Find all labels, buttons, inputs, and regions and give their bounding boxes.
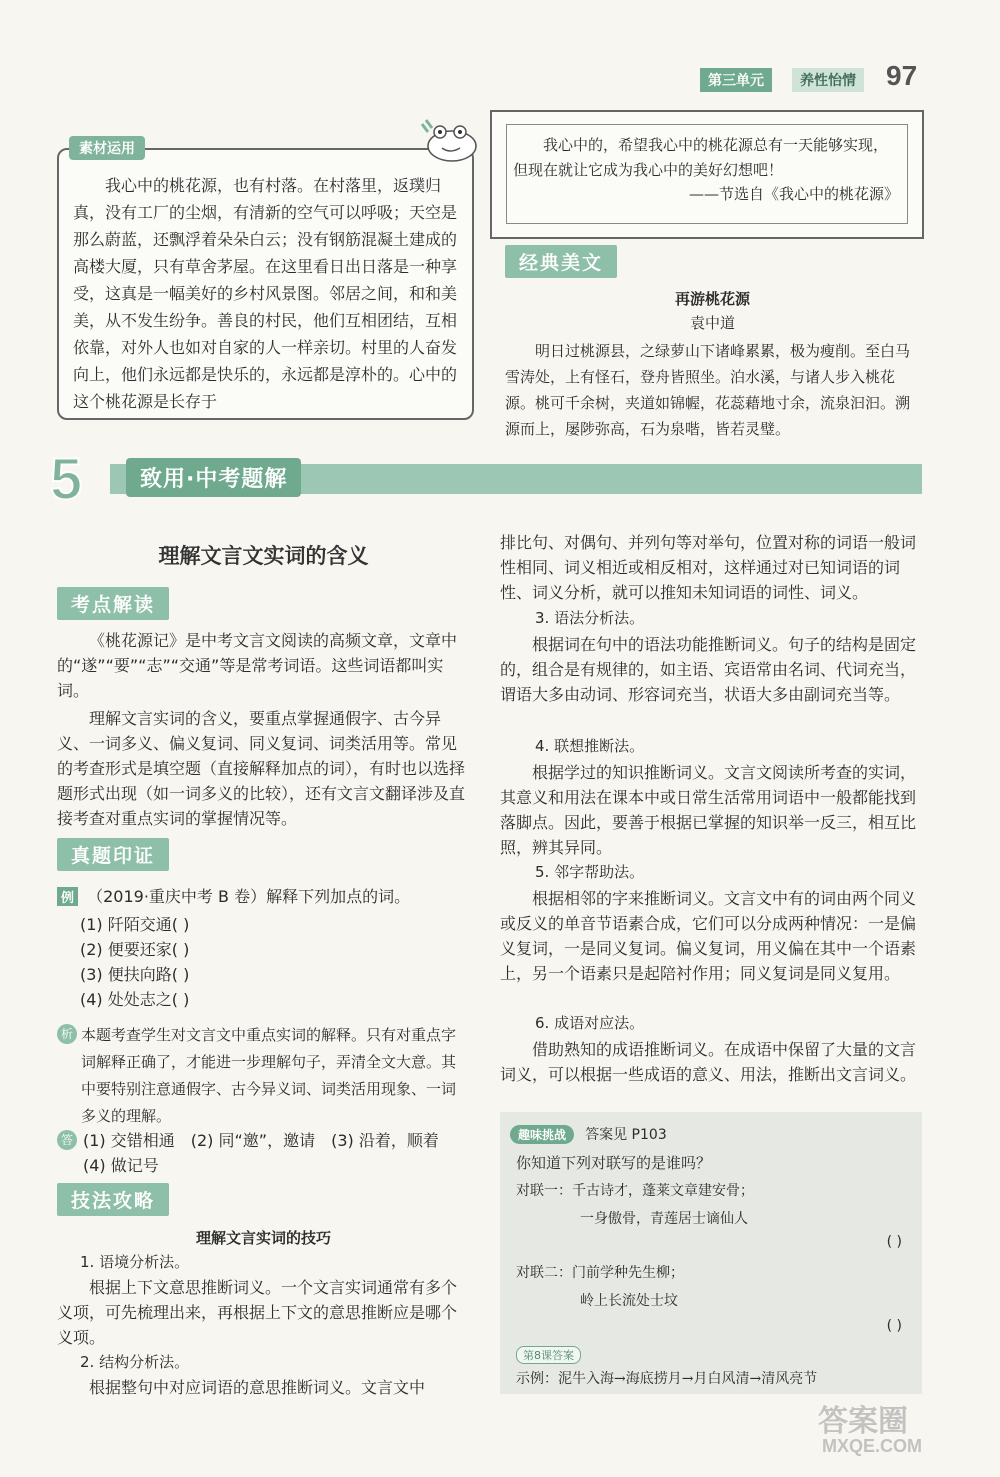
analysis-mark: 析: [57, 1024, 77, 1044]
question-item: (3) 便扶向路( ): [80, 965, 190, 984]
answer-line-1: (1) 交错相通 (2) 同“邀”，邀请 (3) 沿着，顺着: [83, 1131, 439, 1150]
couplet-1-b: 一身傲骨，青莲居士谪仙人: [580, 1211, 748, 1227]
method-3-title: 3. 语法分析法。: [535, 609, 645, 627]
watermark-text-2: MXQE.COM: [822, 1436, 923, 1456]
answer-line-2: (4) 做记号: [83, 1156, 159, 1175]
method-5-title: 5. 邻字帮助法。: [535, 863, 645, 881]
fun-header: [510, 1124, 667, 1144]
method-3-text: 根据词在句中的语法功能推断词义。句子的结构是固定的，组合是有规律的，如主语、宾语常由名词、代词充当，谓语大多由动词、形容词充当，状语大多由副词充当等。: [500, 635, 917, 704]
fun-question: 你知道下列对联写的是谁吗？: [516, 1154, 712, 1172]
zhenti-tag: 真题印证: [57, 838, 169, 871]
kaodian-p1: 《桃花源记》是中考文言文阅读的高频文章，文章中的“遂”“要”“志”“交通”等是常考词语。这些词语都叫实词。: [57, 631, 458, 700]
jifa-tag-wrap: [57, 1183, 169, 1216]
question-item: (1) 阡陌交通( ): [80, 915, 190, 934]
quote-text: 我心中的，希望我心中的桃花源总有一天能够实现，但现在就让它成为我心中的美好幻想吧！: [513, 136, 889, 179]
unit-theme: 养性怡情: [792, 68, 864, 92]
method-2-title: 2. 结构分析法。: [80, 1353, 190, 1371]
classic-tag: 经典美文: [505, 245, 617, 278]
method-4-text: 根据学过的知识推断词义。文言文阅读所考查的实词，其意义和用法在课本中或日常生活常用词语中一般都能找到落脚点。因此，要善于根据已掌握的知识举一反三，相互比照，辨其异同。: [500, 763, 917, 857]
question-list: [80, 912, 460, 1012]
material-text: 我心中的桃花源，也有村落。在村落里，返璞归真，没有工厂的尘烟，有清新的空气可以呼吸；天空是那么蔚蓝，还飘浮着朵朵白云；没有钢筋混凝土建成的高楼大厦，只有草舍茅屋。在这里看日出日落是一种享受，这真是一幅美好的乡村风景图。邻居之间，和和美美，从不发生纷争。善良的村民，他们互相团结，互相依靠，对外人也如对自家的人一样亲切。村里的人奋发向上，他们永远都是快乐的，永远都是淳朴的。心中的这个桃花源是长存于: [73, 176, 458, 411]
kaodian-tag: 考点解读: [57, 587, 169, 620]
blank-2: ( ): [886, 1318, 902, 1334]
quote-box: [490, 110, 924, 239]
banner-title: 致用·中考题解: [126, 458, 301, 497]
example-text: （2019·重庆中考 B 卷）解释下列加点的词。: [87, 887, 411, 906]
answer-block: [57, 1128, 470, 1178]
example-line: [57, 884, 470, 909]
quote-source: ——节选自《我心中的桃花源》: [688, 185, 899, 203]
prev-answer-tag: 第8课答案: [516, 1346, 581, 1364]
kaodian-tag-wrap: [57, 587, 169, 620]
method-5-text: 根据相邻的字来推断词义。文言文中有的词由两个同义或反义的单音节语素合成，它们可以分成两种情况：一是偏义复词，一是同义复词。偏义复词，用义偏在其中一个语素上，另一个语素只是起陪衬作用；同义复词是同义复用。: [500, 889, 917, 983]
classic-author: 袁中道: [689, 314, 735, 332]
page-header: [700, 62, 920, 96]
fun-box: [500, 1112, 922, 1394]
question-item: (4) 处处志之( ): [80, 990, 190, 1009]
main-title: 理解文言文实词的含义: [158, 544, 369, 568]
couplet-1-a: 对联一：千古诗才，蓬莱文章建安骨；: [516, 1183, 754, 1199]
frog-icon: [420, 118, 480, 164]
example-mark: 例: [57, 887, 78, 906]
page-number: 97: [886, 60, 918, 91]
method-2-text: 根据整句中对应词语的意思推断词义。文言文中: [89, 1378, 426, 1397]
material-tag: 素材运用: [69, 136, 145, 160]
watermark-logo: [818, 1396, 968, 1470]
method-2-cont: 排比句、对偶句、并列句等对举句，位置对称的词语一般词性相同、词义相近或相反相对，这样通过对已知词语的词性、词义分析，就可以推知未知词语的词性、词义。: [500, 533, 917, 602]
method-4-title: 4. 联想推断法。: [535, 737, 645, 755]
classic-text: 明日过桃源县，之绿萝山下诸峰累累，极为瘦削。至白马雪涛处，上有怪石，登舟皆照坐。泊水溪，与诸人步入桃花源。桃可千余树，夹道如锦幄，花蕊藉地寸余，流泉汩汩。溯源而上，屡陟弥高，石为泉喈，皆若灵璧。: [505, 342, 911, 438]
section-banner: [50, 447, 922, 512]
kaodian-p2: 理解文言实词的含义，要重点掌握通假字、古今异义、一词多义、偏义复词、同义复词、词类活用等。常见的考查形式是填空题（直接解释加点的词），有时也以选择题形式出现（如一词多义的比较），还有文言文翻译涉及直接考查对重点实词的掌握情况等。: [57, 709, 466, 828]
banner-number: 5: [50, 447, 83, 512]
jifa-tag: 技法攻略: [57, 1183, 169, 1216]
fun-tag: 趣味挑战: [510, 1125, 574, 1144]
analysis-text: 本题考查学生对文言文中重点实词的解释。只有对重点字词解释正确了，才能进一步理解句子，弄清全文大意。其中要特别注意通假字、古今异义词、词类活用现象、一词多义的理解。: [81, 1026, 457, 1125]
classic-title: 再游桃花源: [674, 290, 750, 308]
analysis-block: [57, 1022, 470, 1130]
blank-1: ( ): [886, 1234, 902, 1250]
couplet-2-b: 岭上长流处士坟: [580, 1293, 678, 1309]
method-6-title: 6. 成语对应法。: [535, 1014, 645, 1032]
method-6-text: 借助熟知的成语推断词义。在成语中保留了大量的文言词义，可以根据一些成语的意义、用法，推断出文言词义。: [500, 1040, 917, 1084]
material-box: [57, 141, 474, 420]
jifa-title: 理解文言实词的技巧: [195, 1229, 331, 1247]
watermark-text-1: 答案圈: [818, 1404, 908, 1439]
fun-answer-ref: 答案见 P103: [585, 1127, 667, 1143]
couplet-2-a: 对联二：门前学种先生柳；: [516, 1265, 684, 1281]
answer-mark: 答: [57, 1130, 77, 1150]
method-1-title: 1. 语境分析法。: [80, 1253, 190, 1271]
prev-answer: 示例：泥牛入海→海底捞月→月白风清→清风亮节: [516, 1371, 818, 1387]
quote-inner: [506, 124, 908, 224]
classic-tag-wrap: [505, 245, 617, 278]
zhenti-tag-wrap: [57, 838, 169, 871]
unit-label: 第三单元: [700, 68, 772, 92]
question-item: (2) 便要还家( ): [80, 940, 190, 959]
method-1-text: 根据上下文意思推断词义。一个文言实词通常有多个义项，可先梳理出来，再根据上下文的意思推断应是哪个义项。: [57, 1278, 458, 1347]
